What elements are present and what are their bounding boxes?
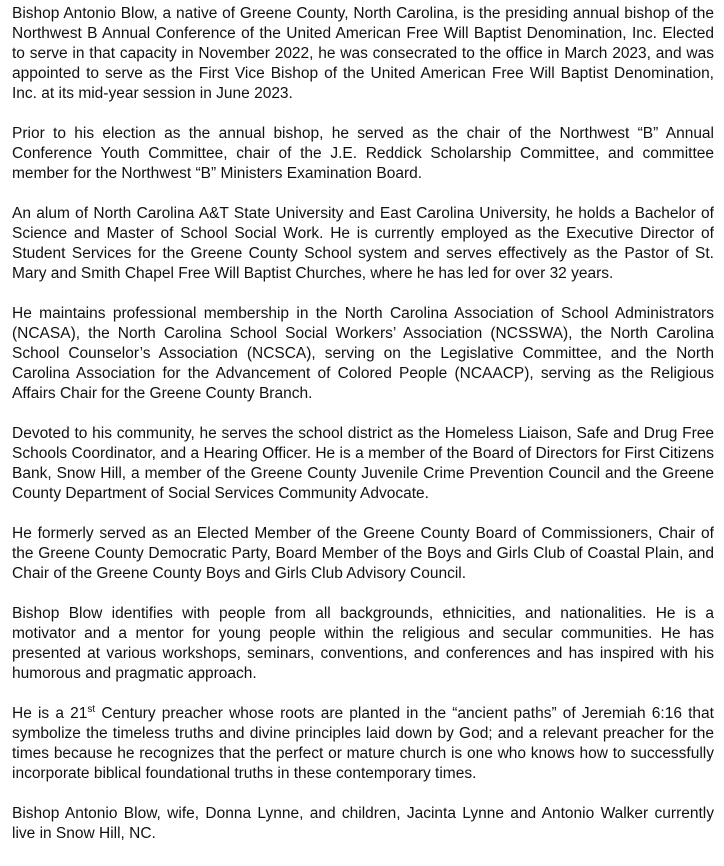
paragraph-prior-service: Prior to his election as the annual bishop, he served as the chair of the Northwest “B” Annual Conference Youth Committee, chair of the J.E. Reddick Scholarship Committee, and committee member for the Northwest “B” Ministers Examination Board.: [12, 125, 714, 182]
paragraph-preacher: [12, 704, 714, 784]
paragraph-professional-membership: He maintains professional membership in the North Carolina Association of School Administrators (NCASA), the North Carolina School Social Workers’ Association (NCSSWA), the North Carolina School Counselor’s Association (NCSCA), serving on the Legislative Committee, and the North Carolina Association for the Advancement of Colored People (NCAACP), serving as the Religious Affairs Chair for the Greene County Branch.: [12, 305, 714, 402]
ordinal-superscript: st: [87, 703, 96, 715]
paragraph-education-employment: An alum of North Carolina A&T State University and East Carolina University, he holds a Bachelor of Science and Master of School Social Work. He is currently employed as the Executive Director of Student Services for the Greene County School system and serves effectively as the Pastor of St. Mary and Smith Chapel Free Will Baptist Churches, where he has led for over 32 years.: [12, 205, 714, 282]
paragraph-election: Bishop Antonio Blow, a native of Greene County, North Carolina, is the presiding annual bishop of the Northwest B Annual Conference of the United American Free Will Baptist Denomination, Inc. Elected to serve in that capacity in November 2022, he was consecrated to the office in March 2023, and was appointed to serve as the First Vice Bishop of the United American Free Will Baptist Denomination, Inc. at its mid-year session in June 2023.: [12, 5, 714, 102]
paragraph-former-service: He formerly served as an Elected Member of the Greene County Board of Commissioners, Chair of the Greene County Democratic Party, Board Member of the Boys and Girls Club of Coastal Plain, and Chair of the Greene County Boys and Girls Club Advisory Council.: [12, 525, 714, 582]
paragraph-mentor: Bishop Blow identifies with people from all backgrounds, ethnicities, and nationalities. He is a motivator and a mentor for young people within the religious and secular communities. He has presented at various workshops, seminars, conventions, and conferences and has inspired with his humorous and pragmatic approach.: [12, 605, 714, 682]
paragraph-family: Bishop Antonio Blow, wife, Donna Lynne, and children, Jacinta Lynne and Antonio Walker currently live in Snow Hill, NC.: [12, 805, 714, 842]
paragraph-community: Devoted to his community, he serves the school district as the Homeless Liaison, Safe and Drug Free Schools Coordinator, and a Hearing Officer. He is a member of the Board of Directors for First Citizens Bank, Snow Hill, a member of the Greene County Juvenile Crime Prevention Council and the Greene County Department of Social Services Community Advocate.: [12, 425, 714, 502]
preacher-text-rest: Century preacher whose roots are planted in the “ancient paths” of Jeremiah 6:16 that symbolize the timeless truths and divine principles laid down by God; and a relevant preacher for the times because he recognizes that the perfect or mature church is one who knows how to successfully incorporate biblical foundational truths in these contemporary times.: [12, 705, 714, 782]
preacher-text-start: He is a 21: [12, 705, 88, 722]
biography-document: [12, 4, 714, 844]
